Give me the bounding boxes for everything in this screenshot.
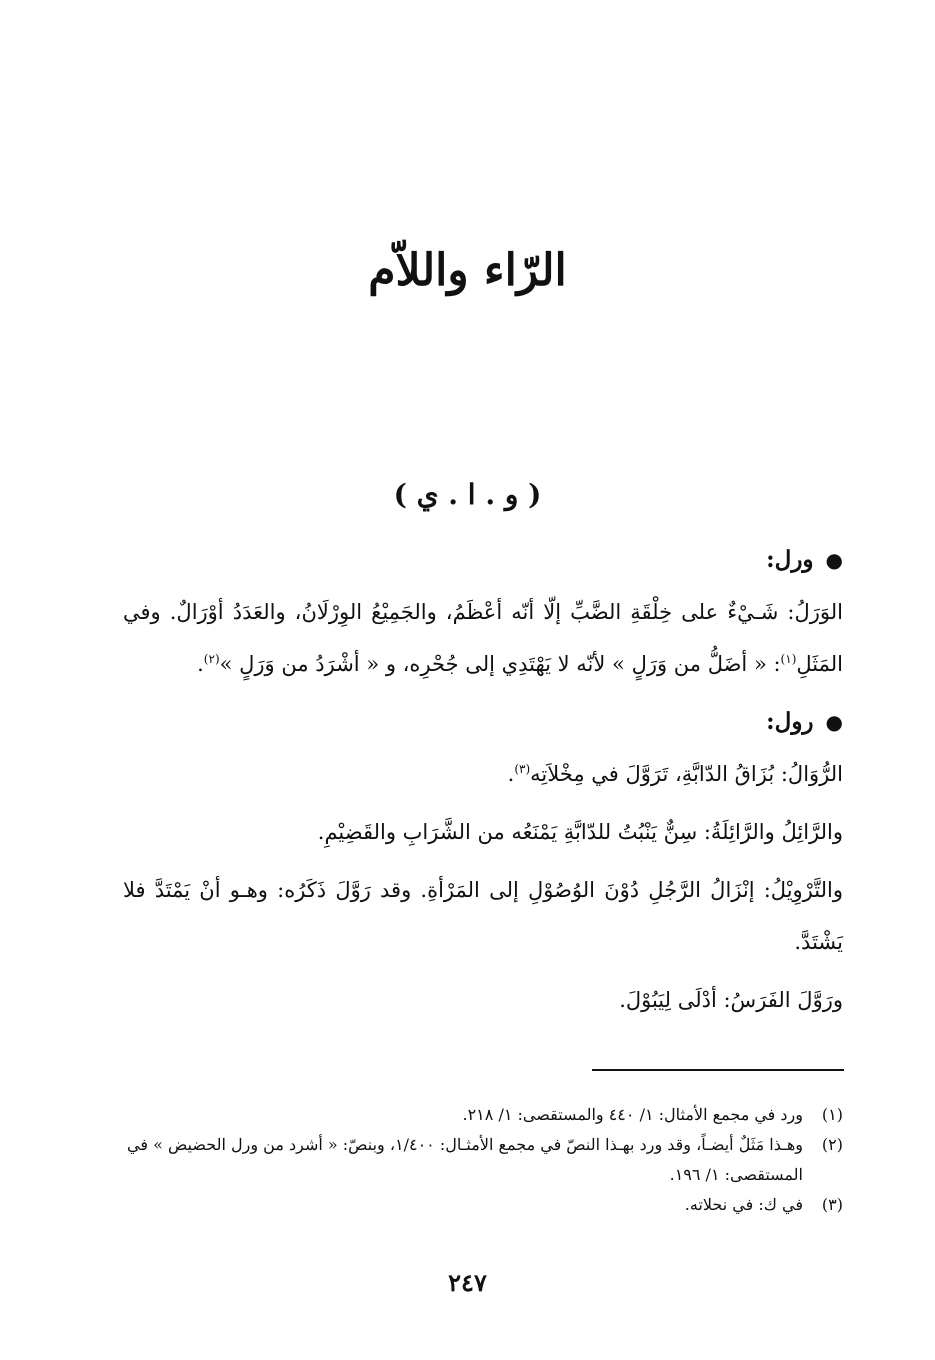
entry-paragraph: الوَرَلُ: شَـيْءٌ على خِلْقَةِ الضَّبِّ إلّا أنّه أعْظَمُ، والجَمِيْعُ الوِرْلَانُ، والعَدَدُ أوْرَالٌ. وفي المَثَلِ$^{(١)}$: « أضَلُّ من وَرَلٍ » لأنّه لا يَهْتَدِي إلى جُحْرِه، و « أشْرَدُ من وَرَلٍ »$^{(٢)}$. [123, 600, 843, 676]
entry-heading: ●رول: [766, 708, 843, 735]
chapter-title: الرّاء واللاّم [368, 245, 567, 296]
entry-heading: ●ورل: [766, 546, 843, 573]
footnote [123, 1100, 843, 1130]
footnote-text: في ك: في نحلاته. [684, 1195, 803, 1214]
footnote-number: (٢) [821, 1135, 843, 1154]
entry-rawl [123, 696, 843, 1026]
bullet-icon: ● [825, 710, 843, 734]
footnote-ref: (٣) [514, 762, 531, 776]
bullet-icon: ● [825, 548, 843, 572]
footnote [123, 1190, 843, 1220]
page-number: ٢٤٧ [448, 1268, 487, 1297]
footnote [123, 1130, 843, 1190]
footnotes [123, 1100, 843, 1220]
footnote-text: ورد في مجمع الأمثال: ١/ ٤٤٠ والمستقصى: ١/ ٢١٨. [462, 1105, 803, 1124]
section-heading: ( و . ا . ي ) [393, 478, 542, 511]
footnote-divider [592, 1069, 844, 1071]
footnote-ref: (٢) [203, 652, 220, 666]
entry-paragraph: والرَّائِلُ والرَّائِلَةُ: سِنٌّ يَنْبُتُ للدّابَّةِ يَمْنَعُه من الشَّرَابِ والقَضِيْمِ. [317, 820, 843, 844]
entry-paragraph: والتَّرْوِيْلُ: إنْزَالُ الرَّجُلِ دُوْنَ الوُصُوْلِ إلى المَرْأةِ. وقد رَوَّلَ ذَكَرُه: وهـو أنْ يَمْتَدَّ فلا يَشْتَدَّ. [123, 878, 843, 954]
footnote-ref: (١) [780, 652, 797, 666]
entry-warl [123, 534, 843, 690]
footnote-number: (١) [821, 1105, 843, 1124]
main-text [123, 530, 843, 1032]
footnote-text: وهـذا مَثَلٌ أيضـاً، وقد ورد بهـذا النصّ في مجمع الأمثـال: ١/٤٠٠، وبنصّ: « أشرد من ورل الحضيض » في المستقصى: ١/ ١٩٦. [127, 1135, 803, 1184]
footnote-number: (٣) [821, 1195, 843, 1214]
entry-paragraph: الرُّوَالُ: بُزَاقُ الدّابَّةِ، تَرَوَّلَ في مِخْلاَتِه$^{(٣)}$. [507, 762, 843, 786]
entry-paragraph: ورَوَّلَ الفَرَسُ: أدْلَى لِيَبُوْلَ. [619, 988, 843, 1012]
